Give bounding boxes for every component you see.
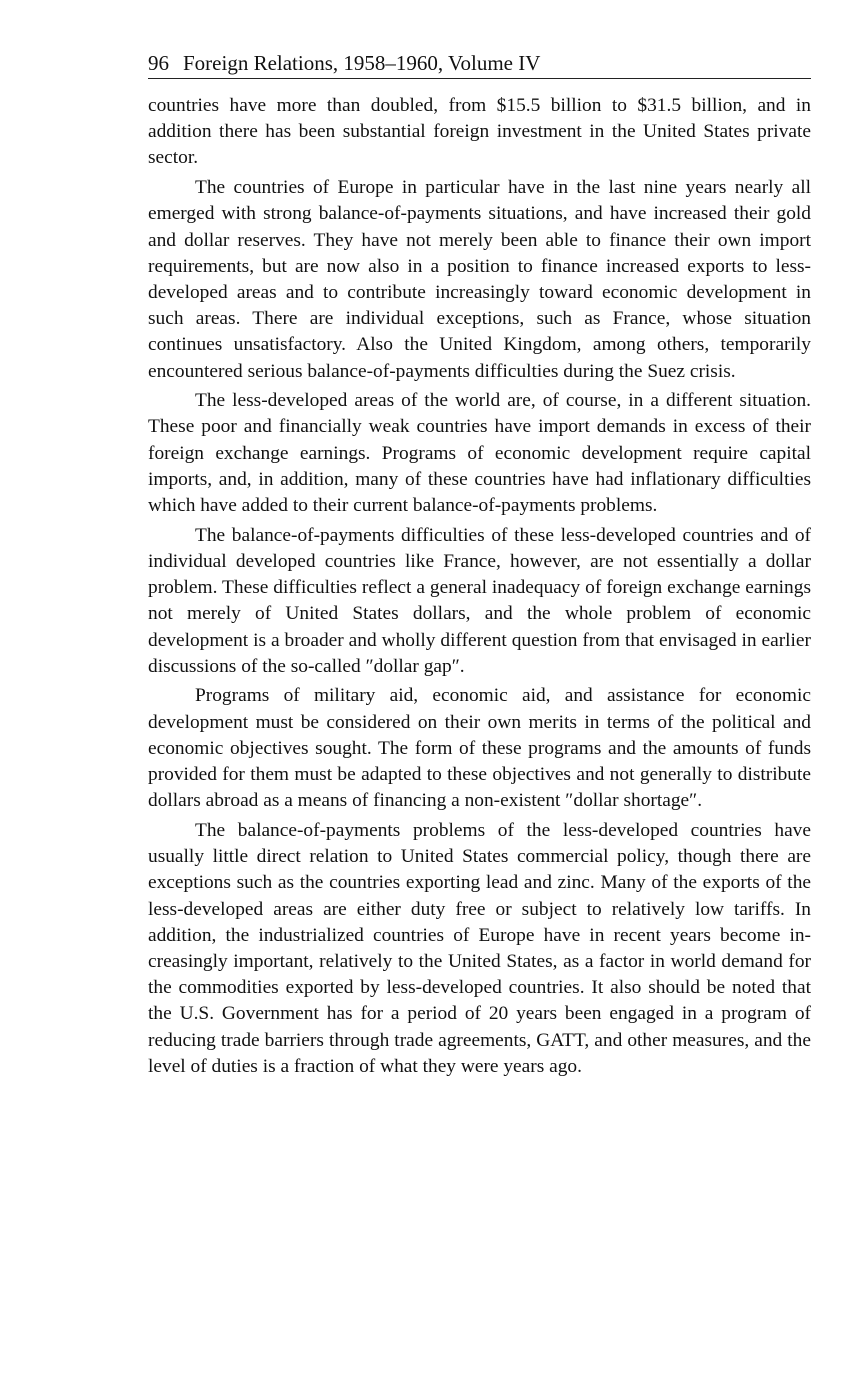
running-header	[148, 48, 811, 79]
paragraph-europe: The countries of Europe in particular have in the last nine years nearly all emerged with strong balance-of-payments situations, and have increased their gold and dollar reserves. They have not merely been able to finance their own import requirements, but are now also in a position to finance increased exports to less-developed areas and to contribute increasingly toward economic development in such areas. There are individual exceptions, such as France, whose situation continues unsatisfactory. Also the United Kingdom, among others, temporarily encountered serious balance-of-payments difficulties during the Suez crisis.	[148, 177, 811, 382]
paragraph-commercial-policy: The balance-of-payments problems of the less-developed countries have usually little direct relation to United States commercial policy, though there are exceptions such as the countries exporting lead and zinc. Many of the exports of the less-developed areas are either duty free or subject to relatively low tariffs. In addition, the industrialized countries of Europe have in recent years become increasingly important, relatively to the United States, as a factor in world demand for the commodities exported by less-developed countries. It also should be noted that the U.S. Government has for a period of 20 years been engaged in a program of reducing trade barriers through trade agreements, GATT, and other measures, and the level of duties is a fraction of what they were years ago.	[148, 819, 811, 1077]
running-title: Foreign Relations, 1958–1960, Volume IV	[183, 51, 541, 75]
paragraph-dollar-problem: The balance-of-payments difficulties of these less-developed countries and of individual developed countries like France, however, are not essentially a dollar problem. These difficulties reflect a general inadequacy of foreign exchange earnings not merely of United States dollars, and the whole problem of economic development is a broader and wholly different question from that envisaged in earlier discussions of the so-called ″dollar gap″.	[148, 524, 811, 677]
paragraph-aid-programs: Programs of military aid, economic aid, and assistance for economic development must be considered on their own merits in terms of the political and economic objectives sought. The form of these programs and the amounts of funds provided for them must be adapted to these objectives and not generally to distribute dollars abroad as a means of financing a non-existent ″dollar shortage″.	[148, 685, 811, 812]
paragraph-continued: countries have more than doubled, from $15.5 billion to $31.5 billion, and in addition there has been substantial foreign investment in the United States private sector.	[148, 95, 811, 169]
paragraph-less-developed-areas: The less-developed areas of the world are, of course, in a different situation. These poor and financially weak countries have import demands in excess of their foreign exchange earnings. Programs of economic development require capital imports, and, in addition, many of these countries have had inflationary difficulties which have added to their current balance-of-payments problems.	[148, 390, 811, 517]
document-page	[148, 48, 811, 1084]
page-number: 96	[148, 51, 169, 75]
body-text	[148, 93, 811, 1080]
